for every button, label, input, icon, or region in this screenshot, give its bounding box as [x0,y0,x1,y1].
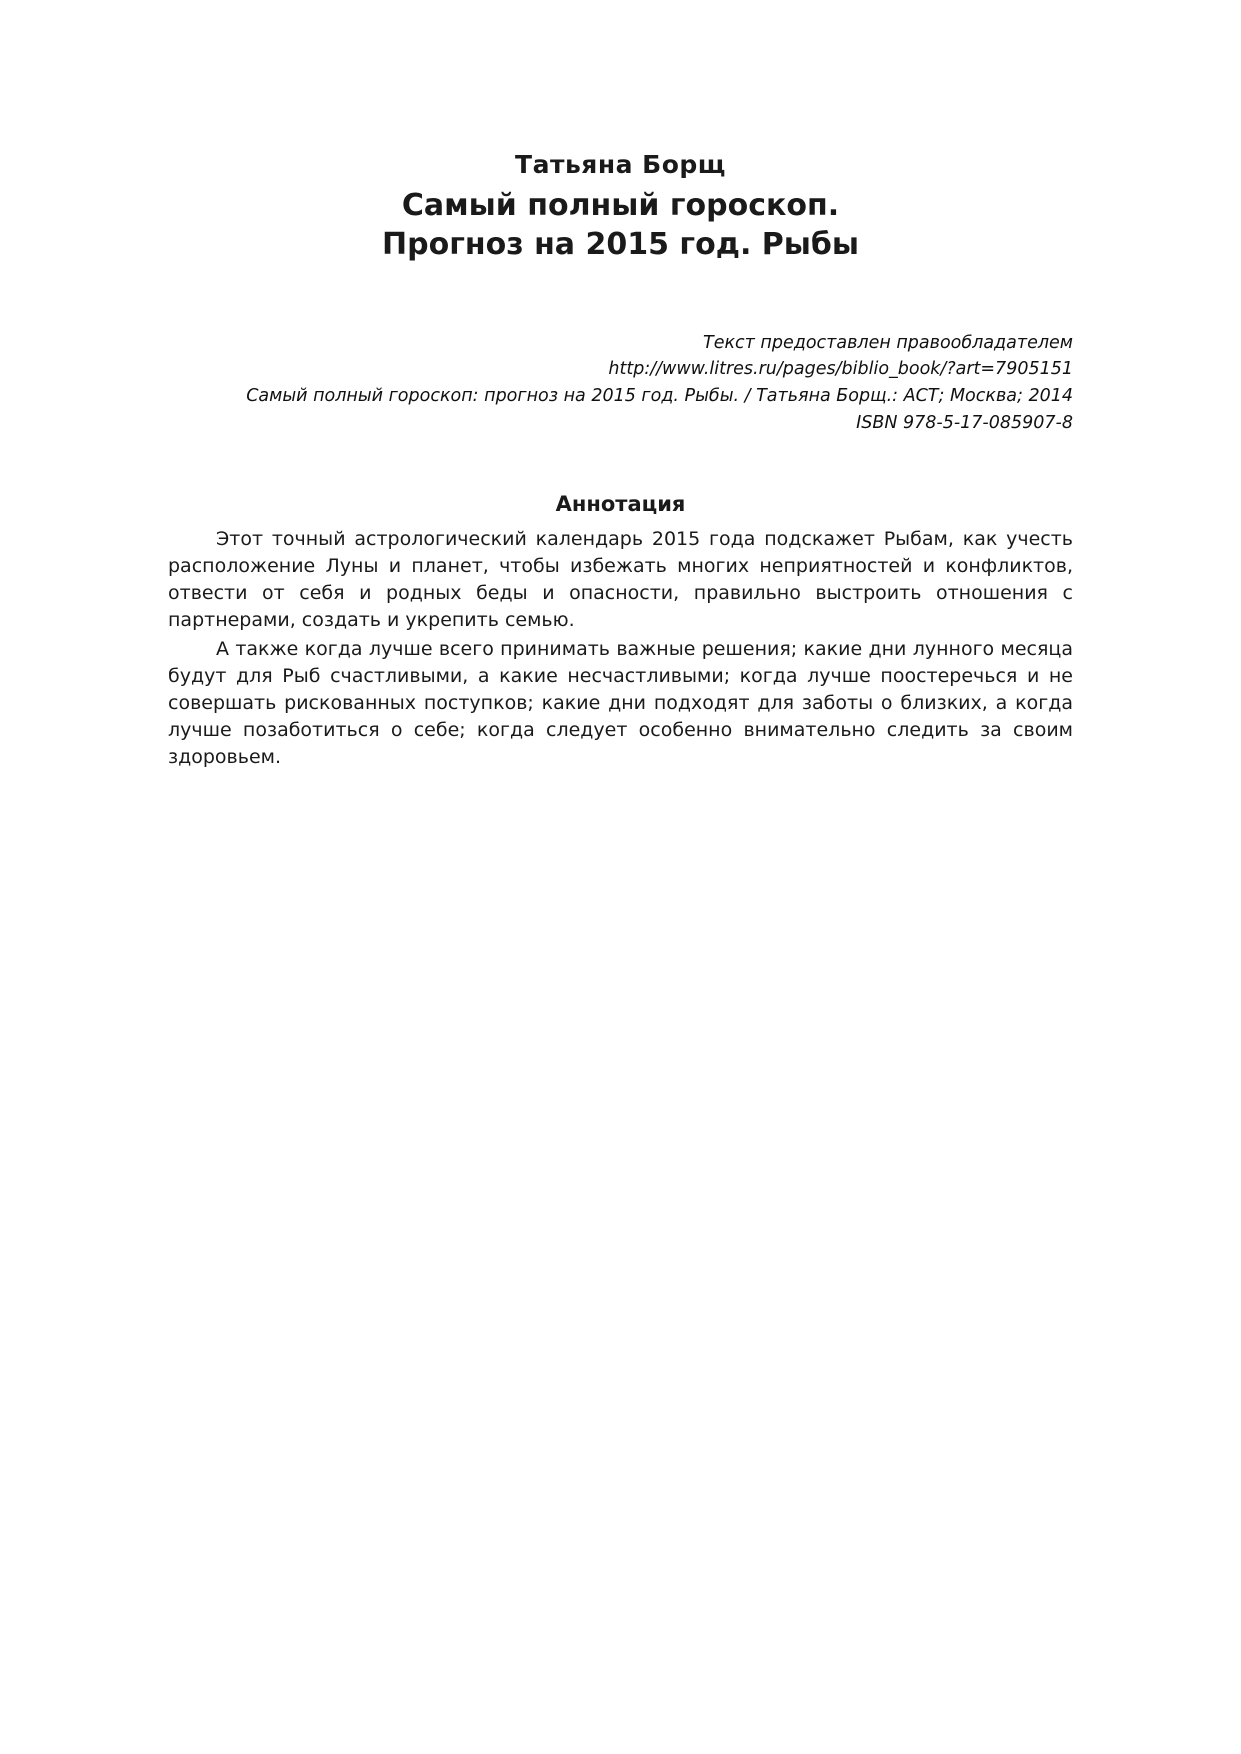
title-block [168,148,1073,264]
page-content [168,0,1073,773]
imprint-isbn: ISBN 978-5-17-085907-8 [856,412,1073,433]
book-author: Татьяна Борщ [515,150,726,179]
imprint-block [168,330,1073,436]
annotation-paragraph-2: А также когда лучше всего принимать важные решения; какие дни лунного месяца будут для Рыб счастливыми, а какие несчастливыми; когда лучше поостеречься и не совершать рискованных поступков; какие дни подходят для заботы о близких, а когда лучше позаботиться о себе; когда следует особенно внимательно следить за своим здоровьем. [168,638,1073,768]
imprint-publication-line: Самый полный гороскоп: прогноз на 2015 год. Рыбы. / Татьяна Борщ.: АСТ; Москва; 2014 [246,385,1073,406]
annotation-paragraph-1: Этот точный астрологический календарь 2015 года подскажет Рыбам, как учесть расположение Луны и планет, чтобы избежать многих неприятностей и конфликтов, отвести от себя и родных беды и опасности, правильно выстроить отношения с партнерами, создать и укрепить семью. [168,528,1073,632]
book-title-line-2: Прогноз на 2015 год. Рыбы [382,226,859,262]
imprint-source-url: http://www.litres.ru/pages/biblio_book/?art=7905151 [608,359,1073,380]
annotation-heading: Аннотация [555,492,686,517]
book-title-line-1: Самый полный гороскоп. [401,187,840,223]
book-title [168,186,1073,264]
imprint-rights-line: Текст предоставлен правообладателем [703,332,1073,353]
